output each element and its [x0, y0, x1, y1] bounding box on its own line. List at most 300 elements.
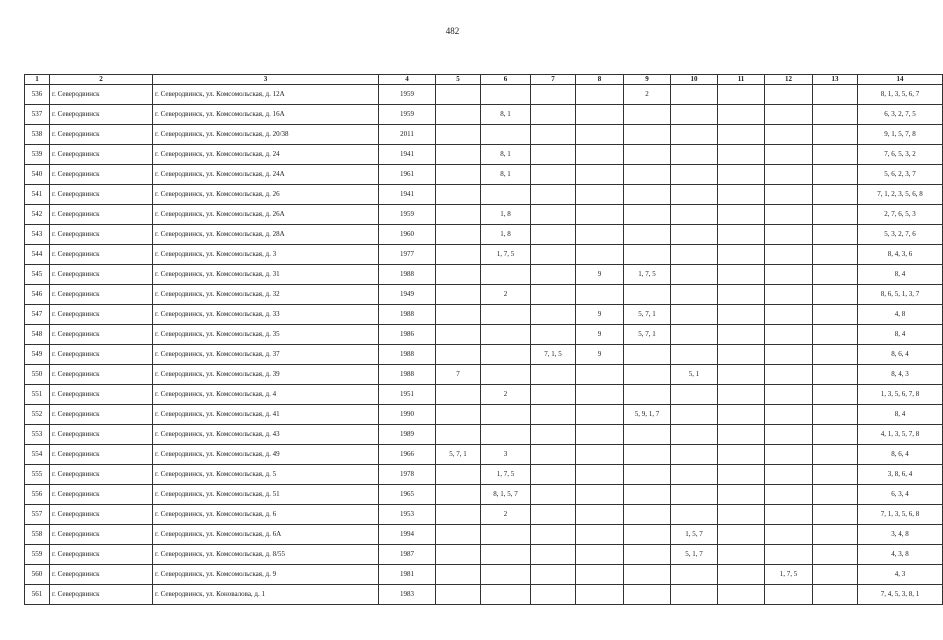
address-cell: г. Северодвинск, ул. Комсомольская, д. 35	[153, 325, 379, 345]
code-cell	[531, 405, 576, 425]
year-cell: 1941	[379, 185, 436, 205]
code-cell	[718, 445, 765, 465]
code-cell	[531, 565, 576, 585]
code-cell	[624, 145, 671, 165]
code-cell	[531, 485, 576, 505]
address-cell: г. Северодвинск, ул. Комсомольская, д. 3	[153, 245, 379, 265]
summary-cell: 7, 6, 5, 3, 2	[858, 145, 943, 165]
code-cell	[531, 585, 576, 605]
settlement-cell: г. Северодвинск	[50, 165, 153, 185]
summary-cell: 8, 1, 3, 5, 6, 7	[858, 85, 943, 105]
code-cell	[765, 485, 813, 505]
code-cell	[624, 585, 671, 605]
code-cell	[436, 125, 481, 145]
row-number-cell: 537	[25, 105, 50, 125]
code-cell	[436, 465, 481, 485]
code-cell	[765, 265, 813, 285]
address-cell: г. Северодвинск, ул. Комсомольская, д. 5	[153, 465, 379, 485]
table-row	[25, 225, 943, 245]
code-cell	[765, 585, 813, 605]
code-cell	[576, 365, 624, 385]
code-cell	[813, 565, 858, 585]
row-number-cell: 546	[25, 285, 50, 305]
year-cell: 1989	[379, 425, 436, 445]
code-cell	[624, 445, 671, 465]
summary-cell: 7, 1, 3, 5, 6, 8	[858, 505, 943, 525]
table-row	[25, 85, 943, 105]
code-cell	[576, 205, 624, 225]
code-cell	[624, 125, 671, 145]
code-cell	[813, 345, 858, 365]
code-cell	[671, 465, 718, 485]
code-cell: 8, 1, 5, 7	[481, 485, 531, 505]
row-number-cell: 559	[25, 545, 50, 565]
code-cell	[765, 205, 813, 225]
summary-cell: 1, 3, 5, 6, 7, 8	[858, 385, 943, 405]
code-cell	[671, 285, 718, 305]
code-cell	[481, 565, 531, 585]
code-cell: 1, 8	[481, 225, 531, 245]
address-cell: г. Северодвинск, ул. Комсомольская, д. 6А	[153, 525, 379, 545]
row-number-cell: 540	[25, 165, 50, 185]
code-cell	[765, 105, 813, 125]
code-cell: 1, 7, 5	[624, 265, 671, 285]
column-header: 3	[153, 75, 379, 85]
code-cell	[765, 405, 813, 425]
code-cell	[531, 85, 576, 105]
code-cell	[671, 445, 718, 465]
code-cell	[481, 425, 531, 445]
code-cell	[531, 305, 576, 325]
code-cell	[624, 545, 671, 565]
row-number-cell: 547	[25, 305, 50, 325]
code-cell	[481, 325, 531, 345]
code-cell	[576, 85, 624, 105]
code-cell	[576, 585, 624, 605]
code-cell	[718, 485, 765, 505]
code-cell	[481, 365, 531, 385]
code-cell	[718, 465, 765, 485]
code-cell	[531, 265, 576, 285]
code-cell	[671, 145, 718, 165]
code-cell: 8, 1	[481, 105, 531, 125]
code-cell	[765, 85, 813, 105]
code-cell	[718, 385, 765, 405]
code-cell: 9	[576, 305, 624, 325]
column-header: 10	[671, 75, 718, 85]
code-cell	[765, 165, 813, 185]
address-cell: г. Северодвинск, ул. Комсомольская, д. 8/55	[153, 545, 379, 565]
row-number-cell: 560	[25, 565, 50, 585]
code-cell: 2	[481, 385, 531, 405]
code-cell	[813, 585, 858, 605]
settlement-cell: г. Северодвинск	[50, 485, 153, 505]
table-row	[25, 365, 943, 385]
code-cell	[765, 245, 813, 265]
code-cell	[531, 465, 576, 485]
row-number-cell: 558	[25, 525, 50, 545]
summary-cell: 8, 6, 5, 1, 3, 7	[858, 285, 943, 305]
year-cell: 1988	[379, 265, 436, 285]
column-header: 1	[25, 75, 50, 85]
code-cell	[718, 405, 765, 425]
code-cell	[765, 125, 813, 145]
code-cell	[436, 525, 481, 545]
settlement-cell: г. Северодвинск	[50, 205, 153, 225]
summary-cell: 8, 4, 3	[858, 365, 943, 385]
code-cell	[765, 365, 813, 385]
code-cell	[813, 405, 858, 425]
code-cell	[481, 125, 531, 145]
settlement-cell: г. Северодвинск	[50, 105, 153, 125]
code-cell	[765, 385, 813, 405]
year-cell: 1988	[379, 365, 436, 385]
settlement-cell: г. Северодвинск	[50, 325, 153, 345]
code-cell	[576, 165, 624, 185]
address-cell: г. Северодвинск, ул. Комсомольская, д. 49	[153, 445, 379, 465]
year-cell: 1987	[379, 545, 436, 565]
year-cell: 1981	[379, 565, 436, 585]
code-cell	[813, 505, 858, 525]
code-cell	[576, 225, 624, 245]
column-header: 14	[858, 75, 943, 85]
row-number-cell: 557	[25, 505, 50, 525]
address-cell: г. Северодвинск, ул. Комсомольская, д. 28А	[153, 225, 379, 245]
code-cell	[718, 585, 765, 605]
code-cell: 5, 9, 1, 7	[624, 405, 671, 425]
code-cell	[813, 285, 858, 305]
code-cell	[576, 505, 624, 525]
code-cell	[436, 165, 481, 185]
settlement-cell: г. Северодвинск	[50, 305, 153, 325]
year-cell: 1990	[379, 405, 436, 425]
code-cell: 7, 1, 5	[531, 345, 576, 365]
table-row	[25, 445, 943, 465]
code-cell	[531, 165, 576, 185]
code-cell: 5, 1	[671, 365, 718, 385]
code-cell	[436, 225, 481, 245]
row-number-cell: 545	[25, 265, 50, 285]
table-row	[25, 525, 943, 545]
settlement-cell: г. Северодвинск	[50, 225, 153, 245]
address-cell: г. Северодвинск, ул. Комсомольская, д. 16А	[153, 105, 379, 125]
code-cell: 3	[481, 445, 531, 465]
code-cell	[531, 505, 576, 525]
code-cell	[576, 545, 624, 565]
code-cell: 5, 7, 1	[624, 325, 671, 345]
code-cell	[765, 505, 813, 525]
settlement-cell: г. Северодвинск	[50, 245, 153, 265]
code-cell	[671, 385, 718, 405]
code-cell	[813, 105, 858, 125]
code-cell	[576, 145, 624, 165]
table-row	[25, 105, 943, 125]
year-cell: 1941	[379, 145, 436, 165]
table-row	[25, 385, 943, 405]
table-row	[25, 345, 943, 365]
year-cell: 1994	[379, 525, 436, 545]
code-cell	[531, 125, 576, 145]
row-number-cell: 549	[25, 345, 50, 365]
table-row	[25, 565, 943, 585]
code-cell	[531, 245, 576, 265]
year-cell: 1951	[379, 385, 436, 405]
settlement-cell: г. Северодвинск	[50, 465, 153, 485]
table-row	[25, 285, 943, 305]
code-cell	[718, 545, 765, 565]
code-cell	[718, 565, 765, 585]
code-cell	[624, 565, 671, 585]
address-cell: г. Северодвинск, ул. Комсомольская, д. 51	[153, 485, 379, 505]
address-cell: г. Северодвинск, ул. Комсомольская, д. 33	[153, 305, 379, 325]
code-cell	[531, 385, 576, 405]
year-cell: 1953	[379, 505, 436, 525]
settlement-cell: г. Северодвинск	[50, 445, 153, 465]
settlement-cell: г. Северодвинск	[50, 385, 153, 405]
code-cell	[436, 285, 481, 305]
code-cell	[576, 385, 624, 405]
summary-cell: 6, 3, 2, 7, 5	[858, 105, 943, 125]
row-number-cell: 544	[25, 245, 50, 265]
code-cell	[531, 105, 576, 125]
code-cell	[481, 345, 531, 365]
code-cell	[481, 585, 531, 605]
code-cell	[813, 445, 858, 465]
table-row	[25, 245, 943, 265]
code-cell	[624, 185, 671, 205]
code-cell	[624, 345, 671, 365]
row-number-cell: 539	[25, 145, 50, 165]
table-body	[25, 85, 943, 605]
code-cell	[531, 285, 576, 305]
table-row	[25, 265, 943, 285]
code-cell	[436, 205, 481, 225]
code-cell	[576, 185, 624, 205]
code-cell	[436, 505, 481, 525]
code-cell	[436, 265, 481, 285]
settlement-cell: г. Северодвинск	[50, 85, 153, 105]
code-cell	[813, 265, 858, 285]
year-cell: 1960	[379, 225, 436, 245]
code-cell: 5, 7, 1	[436, 445, 481, 465]
year-cell: 1966	[379, 445, 436, 465]
settlement-cell: г. Северодвинск	[50, 125, 153, 145]
code-cell	[624, 365, 671, 385]
year-cell: 1978	[379, 465, 436, 485]
header-row	[25, 75, 943, 85]
year-cell: 1961	[379, 165, 436, 185]
code-cell	[671, 485, 718, 505]
code-cell	[813, 305, 858, 325]
code-cell	[813, 85, 858, 105]
code-cell	[436, 145, 481, 165]
code-cell	[671, 305, 718, 325]
year-cell: 1949	[379, 285, 436, 305]
column-header: 11	[718, 75, 765, 85]
settlement-cell: г. Северодвинск	[50, 185, 153, 205]
settlement-cell: г. Северодвинск	[50, 405, 153, 425]
code-cell	[671, 265, 718, 285]
code-cell	[531, 205, 576, 225]
code-cell	[671, 205, 718, 225]
year-cell: 1977	[379, 245, 436, 265]
code-cell	[531, 365, 576, 385]
code-cell: 2	[481, 285, 531, 305]
code-cell	[481, 545, 531, 565]
code-cell	[765, 225, 813, 245]
code-cell	[813, 245, 858, 265]
code-cell	[624, 425, 671, 445]
code-cell	[765, 525, 813, 545]
code-cell	[671, 585, 718, 605]
code-cell	[576, 465, 624, 485]
code-cell	[718, 225, 765, 245]
code-cell: 1, 8	[481, 205, 531, 225]
summary-cell: 6, 3, 4	[858, 485, 943, 505]
year-cell: 1965	[379, 485, 436, 505]
code-cell	[671, 85, 718, 105]
settlement-cell: г. Северодвинск	[50, 345, 153, 365]
code-cell	[813, 485, 858, 505]
year-cell: 1959	[379, 205, 436, 225]
code-cell	[813, 225, 858, 245]
table-row	[25, 585, 943, 605]
code-cell	[531, 325, 576, 345]
code-cell	[813, 165, 858, 185]
code-cell	[624, 485, 671, 505]
settlement-cell: г. Северодвинск	[50, 265, 153, 285]
code-cell	[671, 225, 718, 245]
registry-table	[24, 74, 943, 605]
code-cell	[718, 85, 765, 105]
address-cell: г. Северодвинск, ул. Комсомольская, д. 31	[153, 265, 379, 285]
table-row	[25, 425, 943, 445]
code-cell	[813, 145, 858, 165]
code-cell	[813, 205, 858, 225]
row-number-cell: 552	[25, 405, 50, 425]
code-cell	[624, 165, 671, 185]
code-cell	[765, 185, 813, 205]
code-cell	[765, 445, 813, 465]
code-cell	[765, 545, 813, 565]
row-number-cell: 538	[25, 125, 50, 145]
table-row	[25, 185, 943, 205]
summary-cell: 4, 1, 3, 5, 7, 8	[858, 425, 943, 445]
summary-cell: 8, 4	[858, 265, 943, 285]
year-cell: 2011	[379, 125, 436, 145]
summary-cell: 8, 4, 3, 6	[858, 245, 943, 265]
code-cell	[813, 425, 858, 445]
code-cell	[765, 425, 813, 445]
column-header: 5	[436, 75, 481, 85]
code-cell	[436, 425, 481, 445]
code-cell	[671, 125, 718, 145]
row-number-cell: 556	[25, 485, 50, 505]
code-cell	[576, 125, 624, 145]
code-cell	[436, 565, 481, 585]
column-header: 6	[481, 75, 531, 85]
address-cell: г. Северодвинск, ул. Комсомольская, д. 41	[153, 405, 379, 425]
address-cell: г. Северодвинск, ул. Комсомольская, д. 12А	[153, 85, 379, 105]
row-number-cell: 551	[25, 385, 50, 405]
table-row	[25, 505, 943, 525]
code-cell	[624, 105, 671, 125]
code-cell	[718, 145, 765, 165]
code-cell	[576, 565, 624, 585]
code-cell	[436, 105, 481, 125]
code-cell	[624, 225, 671, 245]
code-cell	[765, 465, 813, 485]
code-cell	[481, 305, 531, 325]
code-cell: 9	[576, 265, 624, 285]
settlement-cell: г. Северодвинск	[50, 585, 153, 605]
code-cell	[531, 185, 576, 205]
code-cell: 1, 7, 5	[481, 245, 531, 265]
code-cell	[813, 325, 858, 345]
code-cell	[718, 205, 765, 225]
code-cell	[671, 505, 718, 525]
code-cell	[481, 265, 531, 285]
code-cell	[481, 185, 531, 205]
code-cell	[531, 145, 576, 165]
address-cell: г. Северодвинск, ул. Комсомольская, д. 24А	[153, 165, 379, 185]
code-cell: 7	[436, 365, 481, 385]
summary-cell: 7, 1, 2, 3, 5, 6, 8	[858, 185, 943, 205]
code-cell	[718, 425, 765, 445]
summary-cell: 4, 3	[858, 565, 943, 585]
code-cell	[436, 485, 481, 505]
year-cell: 1986	[379, 325, 436, 345]
code-cell	[813, 465, 858, 485]
code-cell	[718, 265, 765, 285]
settlement-cell: г. Северодвинск	[50, 365, 153, 385]
year-cell: 1959	[379, 105, 436, 125]
code-cell	[436, 585, 481, 605]
table-row	[25, 305, 943, 325]
code-cell	[718, 165, 765, 185]
settlement-cell: г. Северодвинск	[50, 425, 153, 445]
code-cell	[576, 425, 624, 445]
code-cell: 5, 7, 1	[624, 305, 671, 325]
column-header: 13	[813, 75, 858, 85]
column-header: 7	[531, 75, 576, 85]
address-cell: г. Северодвинск, ул. Комсомольская, д. 6	[153, 505, 379, 525]
code-cell	[624, 505, 671, 525]
summary-cell: 5, 6, 2, 3, 7	[858, 165, 943, 185]
code-cell	[765, 285, 813, 305]
summary-cell: 8, 4	[858, 405, 943, 425]
code-cell	[436, 325, 481, 345]
summary-cell: 8, 4	[858, 325, 943, 345]
code-cell	[436, 385, 481, 405]
column-header: 12	[765, 75, 813, 85]
code-cell	[624, 525, 671, 545]
settlement-cell: г. Северодвинск	[50, 505, 153, 525]
code-cell	[813, 385, 858, 405]
summary-cell: 4, 8	[858, 305, 943, 325]
code-cell	[576, 445, 624, 465]
code-cell	[531, 425, 576, 445]
table-row	[25, 465, 943, 485]
code-cell: 2	[624, 85, 671, 105]
column-header: 2	[50, 75, 153, 85]
table-row	[25, 125, 943, 145]
code-cell	[531, 525, 576, 545]
column-header: 4	[379, 75, 436, 85]
code-cell	[671, 345, 718, 365]
code-cell	[481, 525, 531, 545]
table-row	[25, 165, 943, 185]
